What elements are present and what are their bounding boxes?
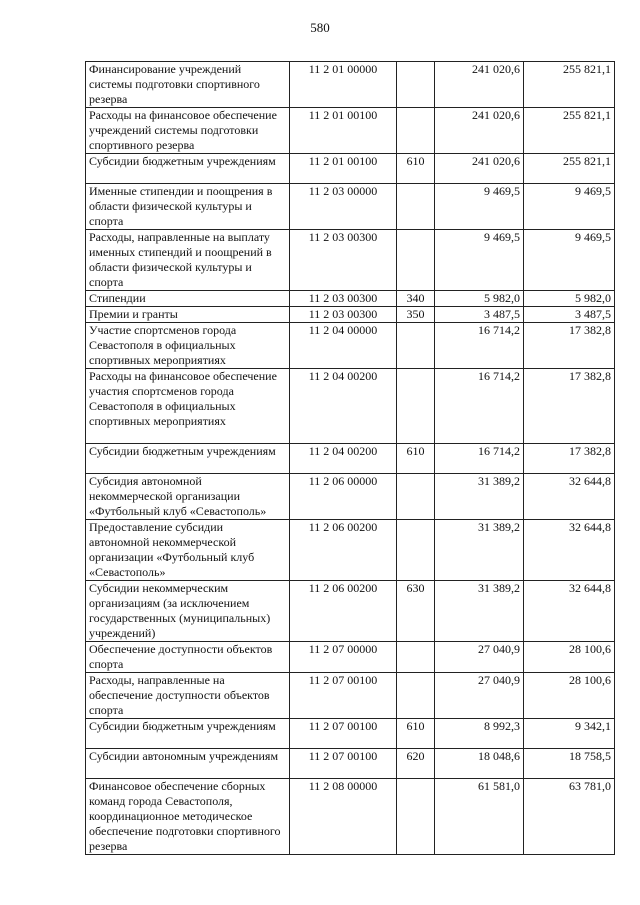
row-name-cell: Расходы, направленные на выплату именных стипендий и поощрений в области физической культуры и спорта bbox=[86, 230, 290, 291]
row-code-cell: 11 2 06 00000 bbox=[290, 474, 397, 520]
row-value1-cell: 61 581,0 bbox=[435, 779, 524, 855]
row-value2-cell: 9 342,1 bbox=[524, 719, 615, 749]
budget-table bbox=[85, 61, 615, 855]
table-row bbox=[86, 108, 615, 154]
row-value1-cell: 241 020,6 bbox=[435, 108, 524, 154]
row-code-cell: 11 2 06 00200 bbox=[290, 581, 397, 642]
table-row bbox=[86, 291, 615, 307]
row-value1-cell: 5 982,0 bbox=[435, 291, 524, 307]
table-row bbox=[86, 184, 615, 230]
row-value2-cell: 32 644,8 bbox=[524, 520, 615, 581]
table-row bbox=[86, 779, 615, 855]
table-row bbox=[86, 673, 615, 719]
row-value2-cell: 63 781,0 bbox=[524, 779, 615, 855]
row-code-cell: 11 2 07 00100 bbox=[290, 749, 397, 779]
table-row bbox=[86, 369, 615, 444]
table-row bbox=[86, 749, 615, 779]
row-type-cell: 630 bbox=[397, 581, 435, 642]
row-name-cell: Финансовое обеспечение сборных команд города Севастополя, координационное методическое обеспечение подготовки спортивного резерва bbox=[86, 779, 290, 855]
row-name-cell: Стипендии bbox=[86, 291, 290, 307]
row-code-cell: 11 2 03 00300 bbox=[290, 307, 397, 323]
table-row bbox=[86, 323, 615, 369]
page-number: 580 bbox=[310, 20, 330, 35]
row-code-cell: 11 2 01 00100 bbox=[290, 154, 397, 184]
row-type-cell bbox=[397, 62, 435, 108]
row-value1-cell: 31 389,2 bbox=[435, 520, 524, 581]
row-code-cell: 11 2 01 00000 bbox=[290, 62, 397, 108]
row-type-cell: 610 bbox=[397, 154, 435, 184]
row-value1-cell: 241 020,6 bbox=[435, 62, 524, 108]
row-name-cell: Предоставление субсидии автономной некоммерческой организации «Футбольный клуб «Севастополь» bbox=[86, 520, 290, 581]
row-type-cell bbox=[397, 520, 435, 581]
row-value2-cell: 255 821,1 bbox=[524, 108, 615, 154]
row-value2-cell: 9 469,5 bbox=[524, 184, 615, 230]
table-row bbox=[86, 230, 615, 291]
row-code-cell: 11 2 04 00200 bbox=[290, 444, 397, 474]
budget-table-body bbox=[86, 62, 615, 855]
row-type-cell bbox=[397, 230, 435, 291]
row-type-cell bbox=[397, 184, 435, 230]
row-code-cell: 11 2 04 00200 bbox=[290, 369, 397, 444]
row-value2-cell: 255 821,1 bbox=[524, 62, 615, 108]
row-type-cell bbox=[397, 108, 435, 154]
row-value1-cell: 16 714,2 bbox=[435, 323, 524, 369]
row-value2-cell: 28 100,6 bbox=[524, 642, 615, 673]
row-name-cell: Расходы на финансовое обеспечение учреждений системы подготовки спортивного резерва bbox=[86, 108, 290, 154]
row-value1-cell: 27 040,9 bbox=[435, 642, 524, 673]
table-row bbox=[86, 154, 615, 184]
row-value2-cell: 5 982,0 bbox=[524, 291, 615, 307]
row-type-cell bbox=[397, 673, 435, 719]
row-value2-cell: 255 821,1 bbox=[524, 154, 615, 184]
row-type-cell bbox=[397, 642, 435, 673]
row-code-cell: 11 2 08 00000 bbox=[290, 779, 397, 855]
row-value1-cell: 3 487,5 bbox=[435, 307, 524, 323]
row-value1-cell: 8 992,3 bbox=[435, 719, 524, 749]
row-value1-cell: 9 469,5 bbox=[435, 184, 524, 230]
row-name-cell: Субсидии бюджетным учреждениям bbox=[86, 154, 290, 184]
row-type-cell: 350 bbox=[397, 307, 435, 323]
row-name-cell: Субсидия автономной некоммерческой организации «Футбольный клуб «Севастополь» bbox=[86, 474, 290, 520]
row-value2-cell: 17 382,8 bbox=[524, 444, 615, 474]
row-value2-cell: 17 382,8 bbox=[524, 323, 615, 369]
table-row bbox=[86, 474, 615, 520]
row-value2-cell: 18 758,5 bbox=[524, 749, 615, 779]
table-row bbox=[86, 307, 615, 323]
row-name-cell: Расходы на финансовое обеспечение участия спортсменов города Севастополя в официальных спортивных мероприятиях bbox=[86, 369, 290, 444]
row-type-cell bbox=[397, 474, 435, 520]
row-code-cell: 11 2 03 00300 bbox=[290, 230, 397, 291]
row-type-cell bbox=[397, 369, 435, 444]
row-type-cell: 610 bbox=[397, 444, 435, 474]
row-value1-cell: 9 469,5 bbox=[435, 230, 524, 291]
row-name-cell: Субсидии некоммерческим организациям (за исключением государственных (муниципальных) учреждений) bbox=[86, 581, 290, 642]
table-row bbox=[86, 520, 615, 581]
row-code-cell: 11 2 07 00100 bbox=[290, 673, 397, 719]
row-value2-cell: 9 469,5 bbox=[524, 230, 615, 291]
table-row bbox=[86, 719, 615, 749]
table-row bbox=[86, 581, 615, 642]
row-code-cell: 11 2 01 00100 bbox=[290, 108, 397, 154]
table-row bbox=[86, 62, 615, 108]
table-row bbox=[86, 642, 615, 673]
row-type-cell bbox=[397, 323, 435, 369]
row-name-cell: Обеспечение доступности объектов спорта bbox=[86, 642, 290, 673]
row-name-cell: Именные стипендии и поощрения в области физической культуры и спорта bbox=[86, 184, 290, 230]
row-name-cell: Субсидии бюджетным учреждениям bbox=[86, 444, 290, 474]
row-name-cell: Участие спортсменов города Севастополя в официальных спортивных мероприятиях bbox=[86, 323, 290, 369]
row-value1-cell: 16 714,2 bbox=[435, 369, 524, 444]
row-value2-cell: 28 100,6 bbox=[524, 673, 615, 719]
row-value2-cell: 3 487,5 bbox=[524, 307, 615, 323]
row-type-cell: 610 bbox=[397, 719, 435, 749]
row-code-cell: 11 2 04 00000 bbox=[290, 323, 397, 369]
row-type-cell bbox=[397, 779, 435, 855]
row-value1-cell: 27 040,9 bbox=[435, 673, 524, 719]
row-name-cell: Субсидии бюджетным учреждениям bbox=[86, 719, 290, 749]
row-value1-cell: 31 389,2 bbox=[435, 474, 524, 520]
row-value1-cell: 18 048,6 bbox=[435, 749, 524, 779]
row-name-cell: Финансирование учреждений системы подготовки спортивного резерва bbox=[86, 62, 290, 108]
row-value2-cell: 17 382,8 bbox=[524, 369, 615, 444]
row-type-cell: 620 bbox=[397, 749, 435, 779]
table-row bbox=[86, 444, 615, 474]
row-value1-cell: 16 714,2 bbox=[435, 444, 524, 474]
row-value1-cell: 241 020,6 bbox=[435, 154, 524, 184]
row-value1-cell: 31 389,2 bbox=[435, 581, 524, 642]
row-code-cell: 11 2 07 00100 bbox=[290, 719, 397, 749]
row-name-cell: Премии и гранты bbox=[86, 307, 290, 323]
row-code-cell: 11 2 06 00200 bbox=[290, 520, 397, 581]
row-name-cell: Субсидии автономным учреждениям bbox=[86, 749, 290, 779]
row-code-cell: 11 2 03 00000 bbox=[290, 184, 397, 230]
row-code-cell: 11 2 03 00300 bbox=[290, 291, 397, 307]
row-value2-cell: 32 644,8 bbox=[524, 581, 615, 642]
row-name-cell: Расходы, направленные на обеспечение доступности объектов спорта bbox=[86, 673, 290, 719]
row-value2-cell: 32 644,8 bbox=[524, 474, 615, 520]
row-code-cell: 11 2 07 00000 bbox=[290, 642, 397, 673]
row-type-cell: 340 bbox=[397, 291, 435, 307]
